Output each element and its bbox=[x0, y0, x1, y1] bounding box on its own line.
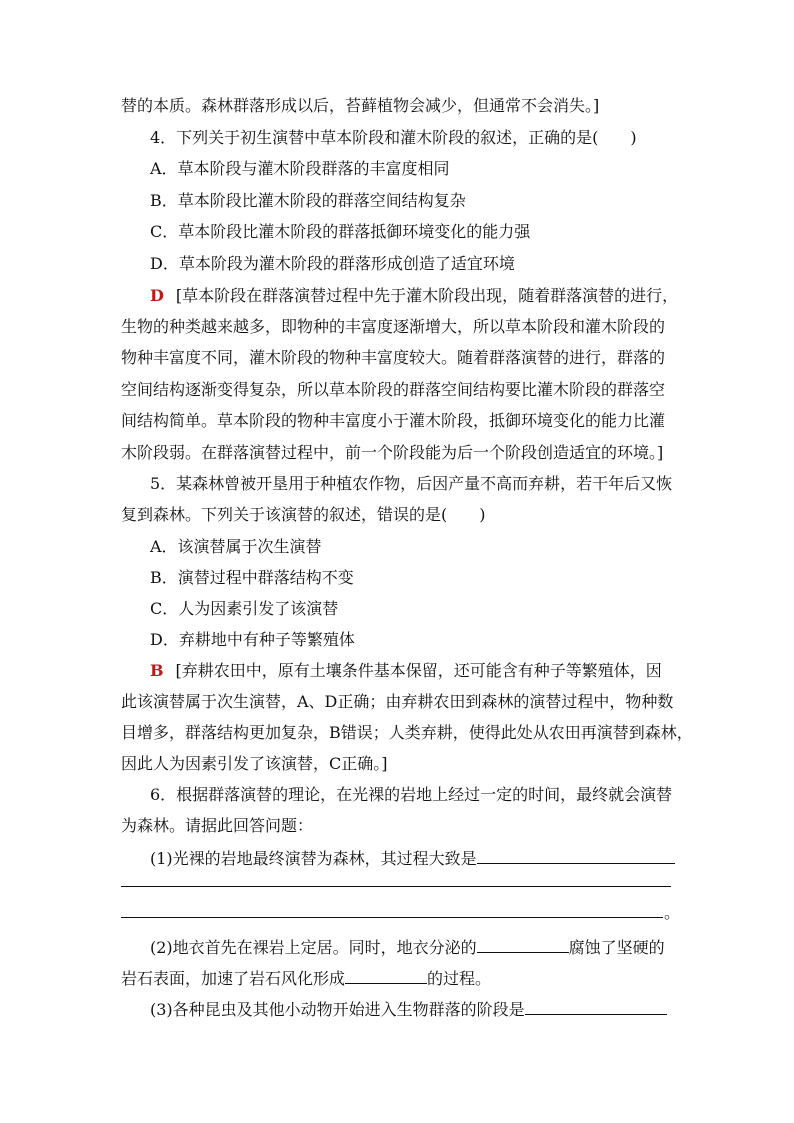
question-4-option-a: A．草本阶段与灌木阶段群落的丰富度相同 bbox=[150, 159, 450, 178]
answer-blank-line[interactable] bbox=[121, 886, 671, 887]
question-4-explanation-line bbox=[150, 286, 678, 306]
period-mark: 。 bbox=[664, 903, 681, 922]
question-5-option-d: D．弃耕地中有种子等繁殖体 bbox=[150, 630, 355, 649]
text-line: 替的本质。森林群落形成以后，苔藓植物会减少，但通常不会消失。] bbox=[121, 96, 600, 115]
question-4-option-d: D．草本阶段为灌木阶段的群落形成创造了适宜环境 bbox=[150, 254, 515, 273]
explanation-text: [草本阶段在群落演替过程中先于灌木阶段出现，随着群落演替的进行， bbox=[175, 286, 679, 305]
question-6-subquestion-2-cont bbox=[121, 967, 491, 989]
question-5-stem: 5．某森林曾被开垦用于种植农作物，后因产量不高而弃耕，若干年后又恢 bbox=[150, 474, 673, 493]
question-5-explanation-line: 因此人为因素引发了该演替，C正确。] bbox=[121, 754, 388, 773]
question-4-explanation-line: 物种丰富度不同，灌木阶段的物种丰富度较大。随着群落演替的进行，群落的 bbox=[121, 348, 666, 367]
question-4-stem: 4．下列关于初生演替中草本阶段和灌木阶段的叙述，正确的是( ) bbox=[150, 128, 637, 147]
question-5-option-a: A．该演替属于次生演替 bbox=[150, 537, 322, 556]
question-4-explanation-line: 生物的种类越来越多，即物种的丰富度逐渐增大，所以草本阶段和灌木阶段的 bbox=[121, 317, 666, 336]
question-6-subquestion-1 bbox=[150, 847, 675, 869]
question-6-stem: 为森林。请据此回答问题： bbox=[121, 816, 314, 835]
question-4-explanation-line: 空间结构逐渐变得复杂，所以草本阶段的群落空间结构要比灌木阶段的群落空 bbox=[121, 380, 666, 399]
question-5-answer-letter: B bbox=[150, 661, 164, 680]
question-4-answer-letter: D bbox=[150, 286, 164, 305]
answer-blank[interactable] bbox=[345, 967, 427, 984]
subquestion-text: (1)光裸的岩地最终演替为森林，其过程大致是 bbox=[150, 849, 477, 868]
question-5-explanation-line bbox=[150, 661, 662, 681]
answer-blank-line[interactable] bbox=[121, 917, 663, 918]
question-5-explanation-line: 此该演替属于次生演替，A、D正确；由弃耕农田到森林的演替过程中，物种数 bbox=[121, 692, 674, 711]
question-4-option-c: C．草本阶段比灌木阶段的群落抵御环境变化的能力强 bbox=[150, 222, 531, 241]
answer-blank[interactable] bbox=[525, 998, 667, 1015]
subquestion-text: (3)各种昆虫及其他小动物开始进入生物群落的阶段是 bbox=[150, 1000, 525, 1019]
question-6-stem: 6．根据群落演替的理论，在光裸的岩地上经过一定的时间，最终就会演替 bbox=[150, 785, 673, 804]
question-6-subquestion-2 bbox=[150, 936, 665, 958]
subquestion-text: (2)地衣首先在裸岩上定居。同时，地衣分泌的 bbox=[150, 938, 477, 957]
subquestion-text: 的过程。 bbox=[427, 969, 492, 988]
question-5-stem: 复到森林。下列关于该演替的叙述，错误的是( ) bbox=[121, 505, 486, 524]
question-4-option-b: B．草本阶段比灌木阶段的群落空间结构复杂 bbox=[150, 191, 466, 210]
question-5-option-c: C．人为因素引发了该演替 bbox=[150, 599, 339, 618]
question-4-explanation-line: 间结构简单。草本阶段的物种丰富度小于灌木阶段，抵御环境变化的能力比灌 bbox=[121, 411, 666, 430]
subquestion-text: 岩石表面，加速了岩石风化形成 bbox=[121, 969, 346, 988]
question-4-explanation-line: 木阶段弱。在群落演替过程中，前一个阶段能为后一个阶段创造适宜的环境。] bbox=[121, 443, 664, 462]
question-6-subquestion-3 bbox=[150, 998, 667, 1020]
explanation-text: [弃耕农田中，原有土壤条件基本保留，还可能含有种子等繁殖体，因 bbox=[175, 661, 662, 680]
subquestion-text: 腐蚀了坚硬的 bbox=[568, 938, 665, 957]
question-5-explanation-line: 目增多，群落结构更加复杂，B错误；人类弃耕，使得此处从农田再演替到森林， bbox=[121, 723, 693, 742]
question-5-option-b: B．演替过程中群落结构不变 bbox=[150, 568, 354, 587]
answer-blank[interactable] bbox=[477, 936, 569, 953]
answer-blank[interactable] bbox=[477, 847, 675, 864]
